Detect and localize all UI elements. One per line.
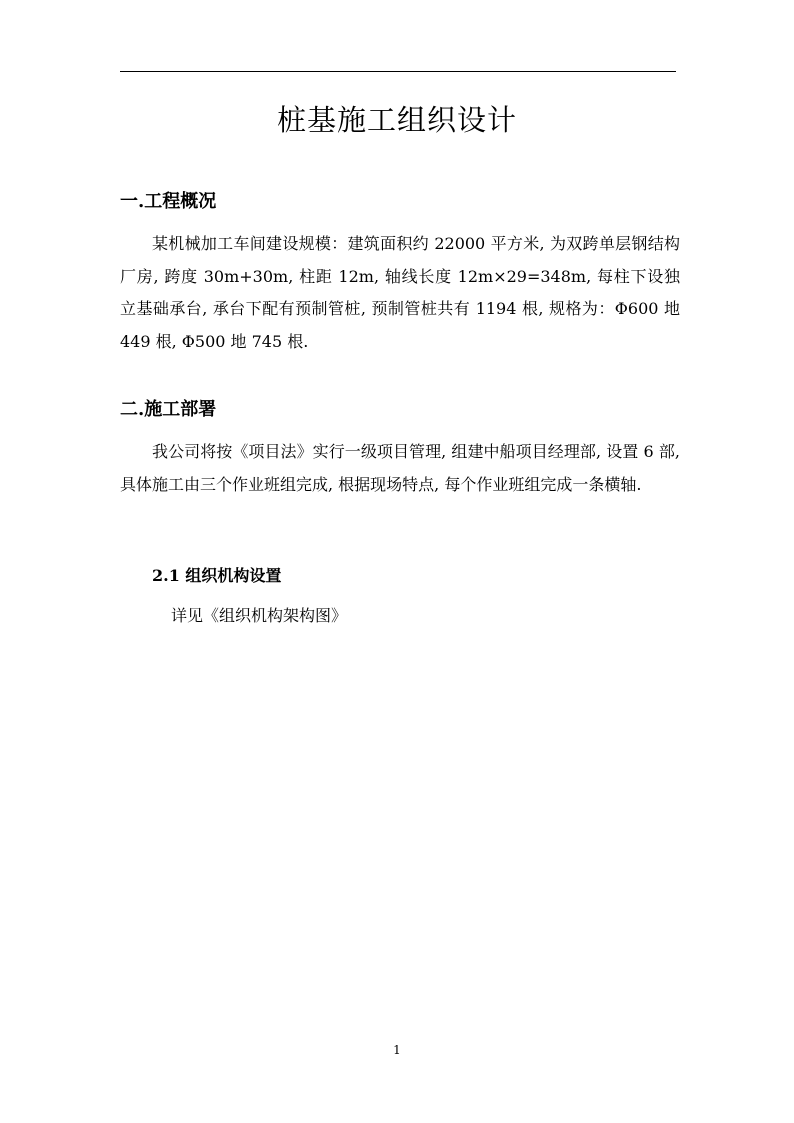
section-heading-deployment: 二.施工部署 [120,399,217,420]
subsection-heading-organization: 2.1 组织机构设置 [152,566,282,585]
section-paragraph-deployment: 我公司将按《项目法》实行一级项目管理, 组建中船项目经理部, 设置 6 部, 具体施工由三个作业班组完成, 根据现场特点, 每个作业班组完成一条横轴. [120,442,680,494]
section-paragraph-overview: 某机械加工车间建设规模：建筑面积约 22000 平方米, 为双跨单层钢结构厂房, 跨度 30m+30m, 柱距 12m, 轴线长度 12m×29=348m, 每柱下设独立基础承台, 承台下配有预制管桩, 预制管桩共有 1194 根, 规格为：Φ600 地 449 根, Φ500 地 745 根. [120,234,680,351]
subsection-text-organization: 详见《组织机构架构图》 [171,606,348,625]
page-number: 1 [393,1043,401,1057]
document-title: 桩基施工组织设计 [276,103,517,137]
header-rule [120,71,676,72]
section-heading-overview: 一.工程概况 [120,191,217,212]
